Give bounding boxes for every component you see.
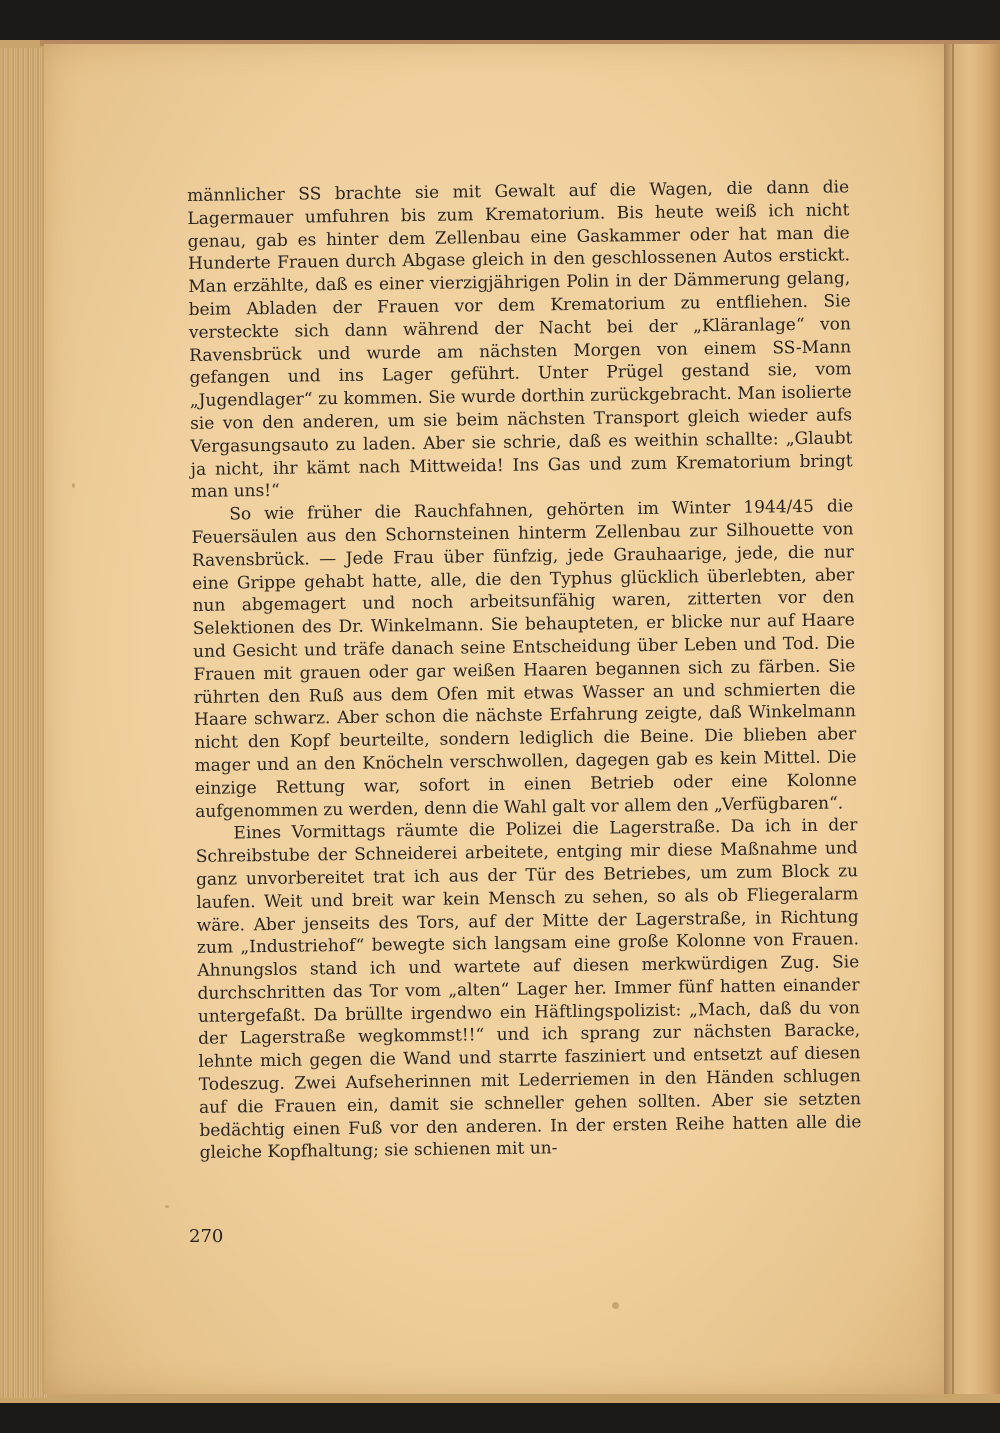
paragraph-2: So wie früher die Rauchfahnen, gehörten im Winter 1944/45 die Feuersäulen aus den Schornsteinen hinterm Zellenbau zur Silhouette von Ravensbrück. — Jede Frau über fünfzig, jede Grauhaarige, jede, die nur eine Grippe gehabt hatte, alle, die den Typhus glücklich überlebten, aber nun abgemagert und noch arbeitsunfähig waren, zitterten vor den Selektionen des Dr. Winkelmann. Sie behaupteten, er blicke nur auf Haare und Gesicht und träfe danach seine Entscheidung über Leben und Tod. Die Frauen mit grauen oder gar weißen Haaren begannen sich zu färben. Sie rührten den Ruß aus dem Ofen mit etwas Wasser an und schmierten die Haare schwarz. Aber schon die nächste Erfahrung zeigte, daß Winkelmann nicht den Kopf beurteilte, sondern lediglich die Beine. Die blieben aber mager und an den Knöcheln verschwollen, dagegen gab es kein Mittel. Die einzige Rettung war, sofort in einen Betrieb oder eine Kolonne aufgenommen zu werden, denn die Wahl galt vor allem den „Verfügbaren“. <box>191 496 857 822</box>
body-text <box>187 176 862 1165</box>
page-number: 270 <box>189 1226 224 1247</box>
gutter-fold <box>952 44 954 1394</box>
page-edges <box>0 48 48 1398</box>
paper-spot <box>612 1302 619 1309</box>
paper-spot <box>72 483 75 488</box>
paragraph-1: männlicher SS brachte sie mit Gewalt auf die Wagen, die dann die Lagermauer umfuhren bis zum Krematorium. Bis heute weiß ich nicht genau, gab es hinter dem Zellenbau eine Gaskammer oder hat man die Hunderte Frauen durch Abgase gleich in den geschlossenen Autos erstickt. Man erzählte, daß es einer vierzigjährigen Polin in der Dämmerung gelang, beim Abladen der Frauen vor dem Krematorium zu entfliehen. Sie versteckte sich dann während der Nacht bei der „Kläranlage“ von Ravensbrück und wurde am nächsten Morgen von einem SS-Mann gefangen und ins Lager geführt. Unter Prügel gestand sie, vom „Jugendlager“ zu kommen. Sie wurde dorthin zurückgebracht. Man isolierte sie von den anderen, um sie beim nächsten Transport gleich wieder aufs Vergasungsauto zu laden. Aber sie schrie, daß es weithin schallte: „Glaubt ja nicht, ihr kämt nach Mittweida! Ins Gas und zum Krematorium bringt man uns!“ <box>187 177 853 503</box>
paper-spot <box>165 1205 169 1208</box>
paragraph-3: Eines Vormittags räumte die Polizei die Lagerstraße. Da ich in der Schreibstube der Schneiderei arbeitete, entging mir diese Maßnahme und ganz unvorbereitet trat ich aus der Tür des Betriebes, um zum Block zu laufen. Weit und breit war kein Mensch zu sehen, so als ob Fliegeralarm wäre. Aber jenseits des Tors, auf der Mitte der Lagerstraße, in Richtung zum „Industriehof“ bewegte sich langsam eine große Kolonne von Frauen. Ahnungslos stand ich und wartete auf diesen merkwürdigen Zug. Sie durchschritten das Tor vom „alten“ Lager her. Immer fünf hatten einander untergefaßt. Da brüllte irgendwo ein Häftlingspolizist: „Mach, daß du von der Lagerstraße wegkommst!!“ und ich sprang zur nächsten Baracke, lehnte mich gegen die Wand und starrte fasziniert und entsetzt auf diesen Todeszug. Zwei Aufseherinnen mit Lederriemen in den Händen schlugen auf die Frauen ein, damit sie schneller gehen sollten. Aber sie setzten bedächtig einen Fuß vor den anderen. In der ersten Reihe hatten alle die gleiche Kopfhaltung; sie schienen mit un- <box>195 815 862 1164</box>
